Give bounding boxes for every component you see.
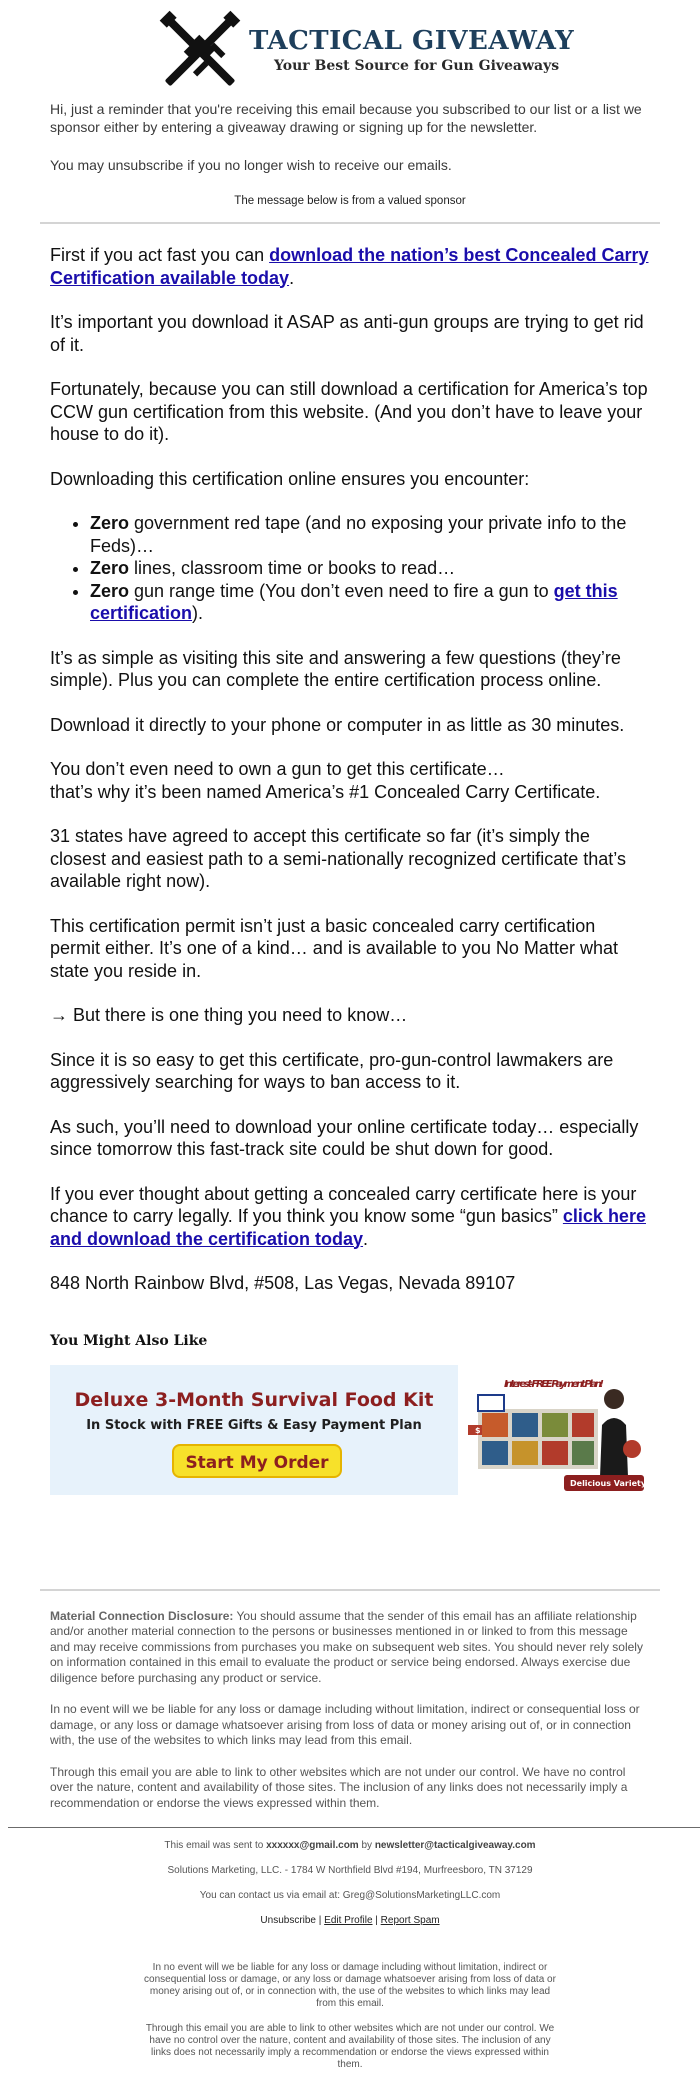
ad-subtitle: In Stock with FREE Gifts & Easy Payment Plan [86, 1417, 422, 1433]
ad-ribbon: Delicious Variety! [570, 1478, 650, 1488]
crossed-rifles-icon [148, 4, 252, 98]
brand-name: TACTICAL GIVEAWAY [249, 26, 575, 56]
paragraph: Through this email you are able to link to other websites which are not under our control. We have no control over the nature, content and availability of those sites. The inclusion of any links does not necessarily imply a recommendation or endorse the views expressed within them. [50, 1764, 628, 1810]
get-certification-link[interactable]: get this certification [90, 580, 618, 623]
paragraph: This certification permit isn’t just a basic concealed carry certification permit either. It’s one of a kind… and is available to you No Matter what state you reside in. [50, 915, 618, 981]
text: First if you act fast you can [50, 245, 270, 265]
survival-food-ad[interactable] [50, 1365, 650, 1495]
text: lines, classroom time or books to read… [129, 558, 456, 578]
sponsor-note: The message below is from a valued sponsor [234, 195, 466, 207]
unsubscribe-text[interactable]: Unsubscribe [260, 1915, 316, 1926]
spokesperson [600, 1389, 628, 1477]
food-boxes [468, 1395, 598, 1469]
ad-title: Deluxe 3-Month Survival Food Kit [74, 1388, 434, 1411]
list-item [90, 557, 650, 580]
paragraph: → But there is one thing you need to know… [50, 1005, 408, 1025]
paragraph: 31 states have agreed to accept this certificate so far (it’s simply the closest and easiest path to a semi-nationally recognized certificate that’s available right now). [50, 826, 626, 891]
text: You should assume that the sender of this email has an affiliate relationship and/or another material connection to the persons or businesses mentioned in or linked to from this message and may receive commissions from purchases you make on subsequent web sites. You should never rely solely on information contained in this email to evaluate the product or service being endorsed. Always exercise due diligence before purchasing any product or service. [50, 1608, 643, 1685]
bold-text: Zero [90, 513, 130, 533]
text: This email was sent to [164, 1840, 267, 1851]
bold-text: Zero [90, 558, 130, 578]
paragraph [50, 244, 650, 289]
list-item [90, 580, 650, 625]
disclosure-section [40, 1591, 660, 1812]
paragraph: It’s as simple as visiting this site and answering a few questions (they’re simple). Plus you can complete the entire certification process online. [50, 647, 621, 690]
header-logo [40, 0, 660, 100]
sponsor-message [40, 224, 660, 1295]
paragraph [50, 1609, 650, 1687]
paragraph [50, 758, 650, 803]
paragraph: Fortunately, because you can still download a certification for America’s top CCW gun certification from this website. (And you don’t have to leave your house to do it). [50, 379, 648, 444]
paragraph [50, 1183, 650, 1251]
ad-price: $ [475, 1425, 481, 1435]
unsubscribe-note: You may unsubscribe if you no longer wish to receive our emails. [50, 157, 452, 173]
text: If you ever thought about getting a concealed carry certificate here is your chance to carry legally. If you think you know some “gun basics” [50, 1183, 637, 1226]
text: . [289, 267, 295, 288]
paragraph: Since it is so easy to get this certificate, pro-gun-control lawmakers are aggressively searching for ways to ban access to it. [50, 1049, 614, 1092]
brand-tagline: Your Best Source for Gun Giveaways [274, 58, 560, 74]
text: ). [192, 603, 204, 623]
benefits-list [50, 512, 650, 625]
text: that’s why it’s been named America’s #1 Concealed Carry Certificate. [50, 781, 601, 802]
paragraph: It’s important you download it ASAP as anti-gun groups are trying to get rid of it. [50, 312, 644, 355]
text: government red tape (and no exposing your private info to the Feds)… [90, 513, 627, 556]
footer-legal-links: Through this email you are able to link to other websites which are not under our control. We have no control over the nature, content and availability of those sites. The inclusion of any links does not necessarily imply a recommendation or endorse the views expressed within them. [145, 2023, 555, 2070]
text: by [358, 1840, 375, 1851]
footer-divider [8, 1827, 700, 1828]
separator: | [316, 1915, 325, 1926]
footer [40, 1828, 660, 2071]
separator: | [372, 1915, 381, 1926]
report-spam-link[interactable]: Report Spam [380, 1915, 440, 1926]
paragraph: Downloading this certification online ensures you encounter: [50, 468, 530, 489]
intro-section [40, 100, 660, 210]
recipient-email: xxxxxx@gmail.com [266, 1840, 359, 1851]
contact-line: You can contact us via email at: Greg@SolutionsMarketingLLC.com [199, 1890, 501, 1901]
paragraph: As such, you’ll need to download your online certificate today… especially since tomorrow this fast-track site could be shut down for good. [50, 1116, 639, 1159]
footer-links [40, 1915, 660, 1927]
food-kit-product-image [468, 1365, 650, 1495]
sent-to-line [40, 1840, 660, 1852]
text: . [363, 1228, 369, 1249]
start-order-button[interactable]: Start My Order [172, 1444, 342, 1478]
edit-profile-link[interactable]: Edit Profile [324, 1915, 373, 1926]
click-here-download-link[interactable]: click here and download the certification today [50, 1206, 646, 1249]
sender-email: newsletter@tacticalgiveaway.com [374, 1840, 536, 1851]
paragraph: Download it directly to your phone or computer in as little as 30 minutes. [50, 714, 625, 735]
subscription-reminder: Hi, just a reminder that you're receiving this email because you subscribed to our list or a list we sponsor either by entering a giveaway drawing or signing up for the newsletter. [50, 101, 642, 135]
also-like-section [40, 1317, 660, 1495]
sponsor-address: 848 North Rainbow Blvd, #508, Las Vegas, Nevada 89107 [50, 1273, 516, 1293]
footer-legal-liability: In no event will we be liable for any loss or damage including without limitation, indirect or consequential loss or damage, or any loss or damage whatsoever arising from loss of data or money arising out of, or in connection with, the use of the websites to which links may lead from this email. [144, 1962, 556, 2009]
disclosure-label: Material Connection Disclosure: [50, 1608, 234, 1623]
download-certification-link[interactable]: download the nation’s best Concealed Carry Certification available today [50, 245, 649, 288]
text: You don’t even need to own a gun to get this certificate… [50, 759, 505, 779]
company-address: Solutions Marketing, LLC. - 1784 W Northfield Blvd #194, Murfreesboro, TN 37129 [167, 1865, 533, 1876]
paragraph: In no event will we be liable for any loss or damage including without limitation, indirect or consequential loss or damage, or any loss or damage whatsoever arising from loss of data or money arising out of, or in connection with, the use of the websites to which links may lead from this email. [50, 1702, 640, 1747]
also-like-heading: You Might Also Like [50, 1332, 208, 1349]
ad-badge: Interest-FREE Payment Plan! [504, 1378, 604, 1390]
list-item [90, 512, 650, 557]
bold-text: Zero [90, 580, 130, 601]
best-value-seal [623, 1440, 641, 1458]
text: gun range time (You don’t even need to fire a gun to [129, 580, 554, 601]
